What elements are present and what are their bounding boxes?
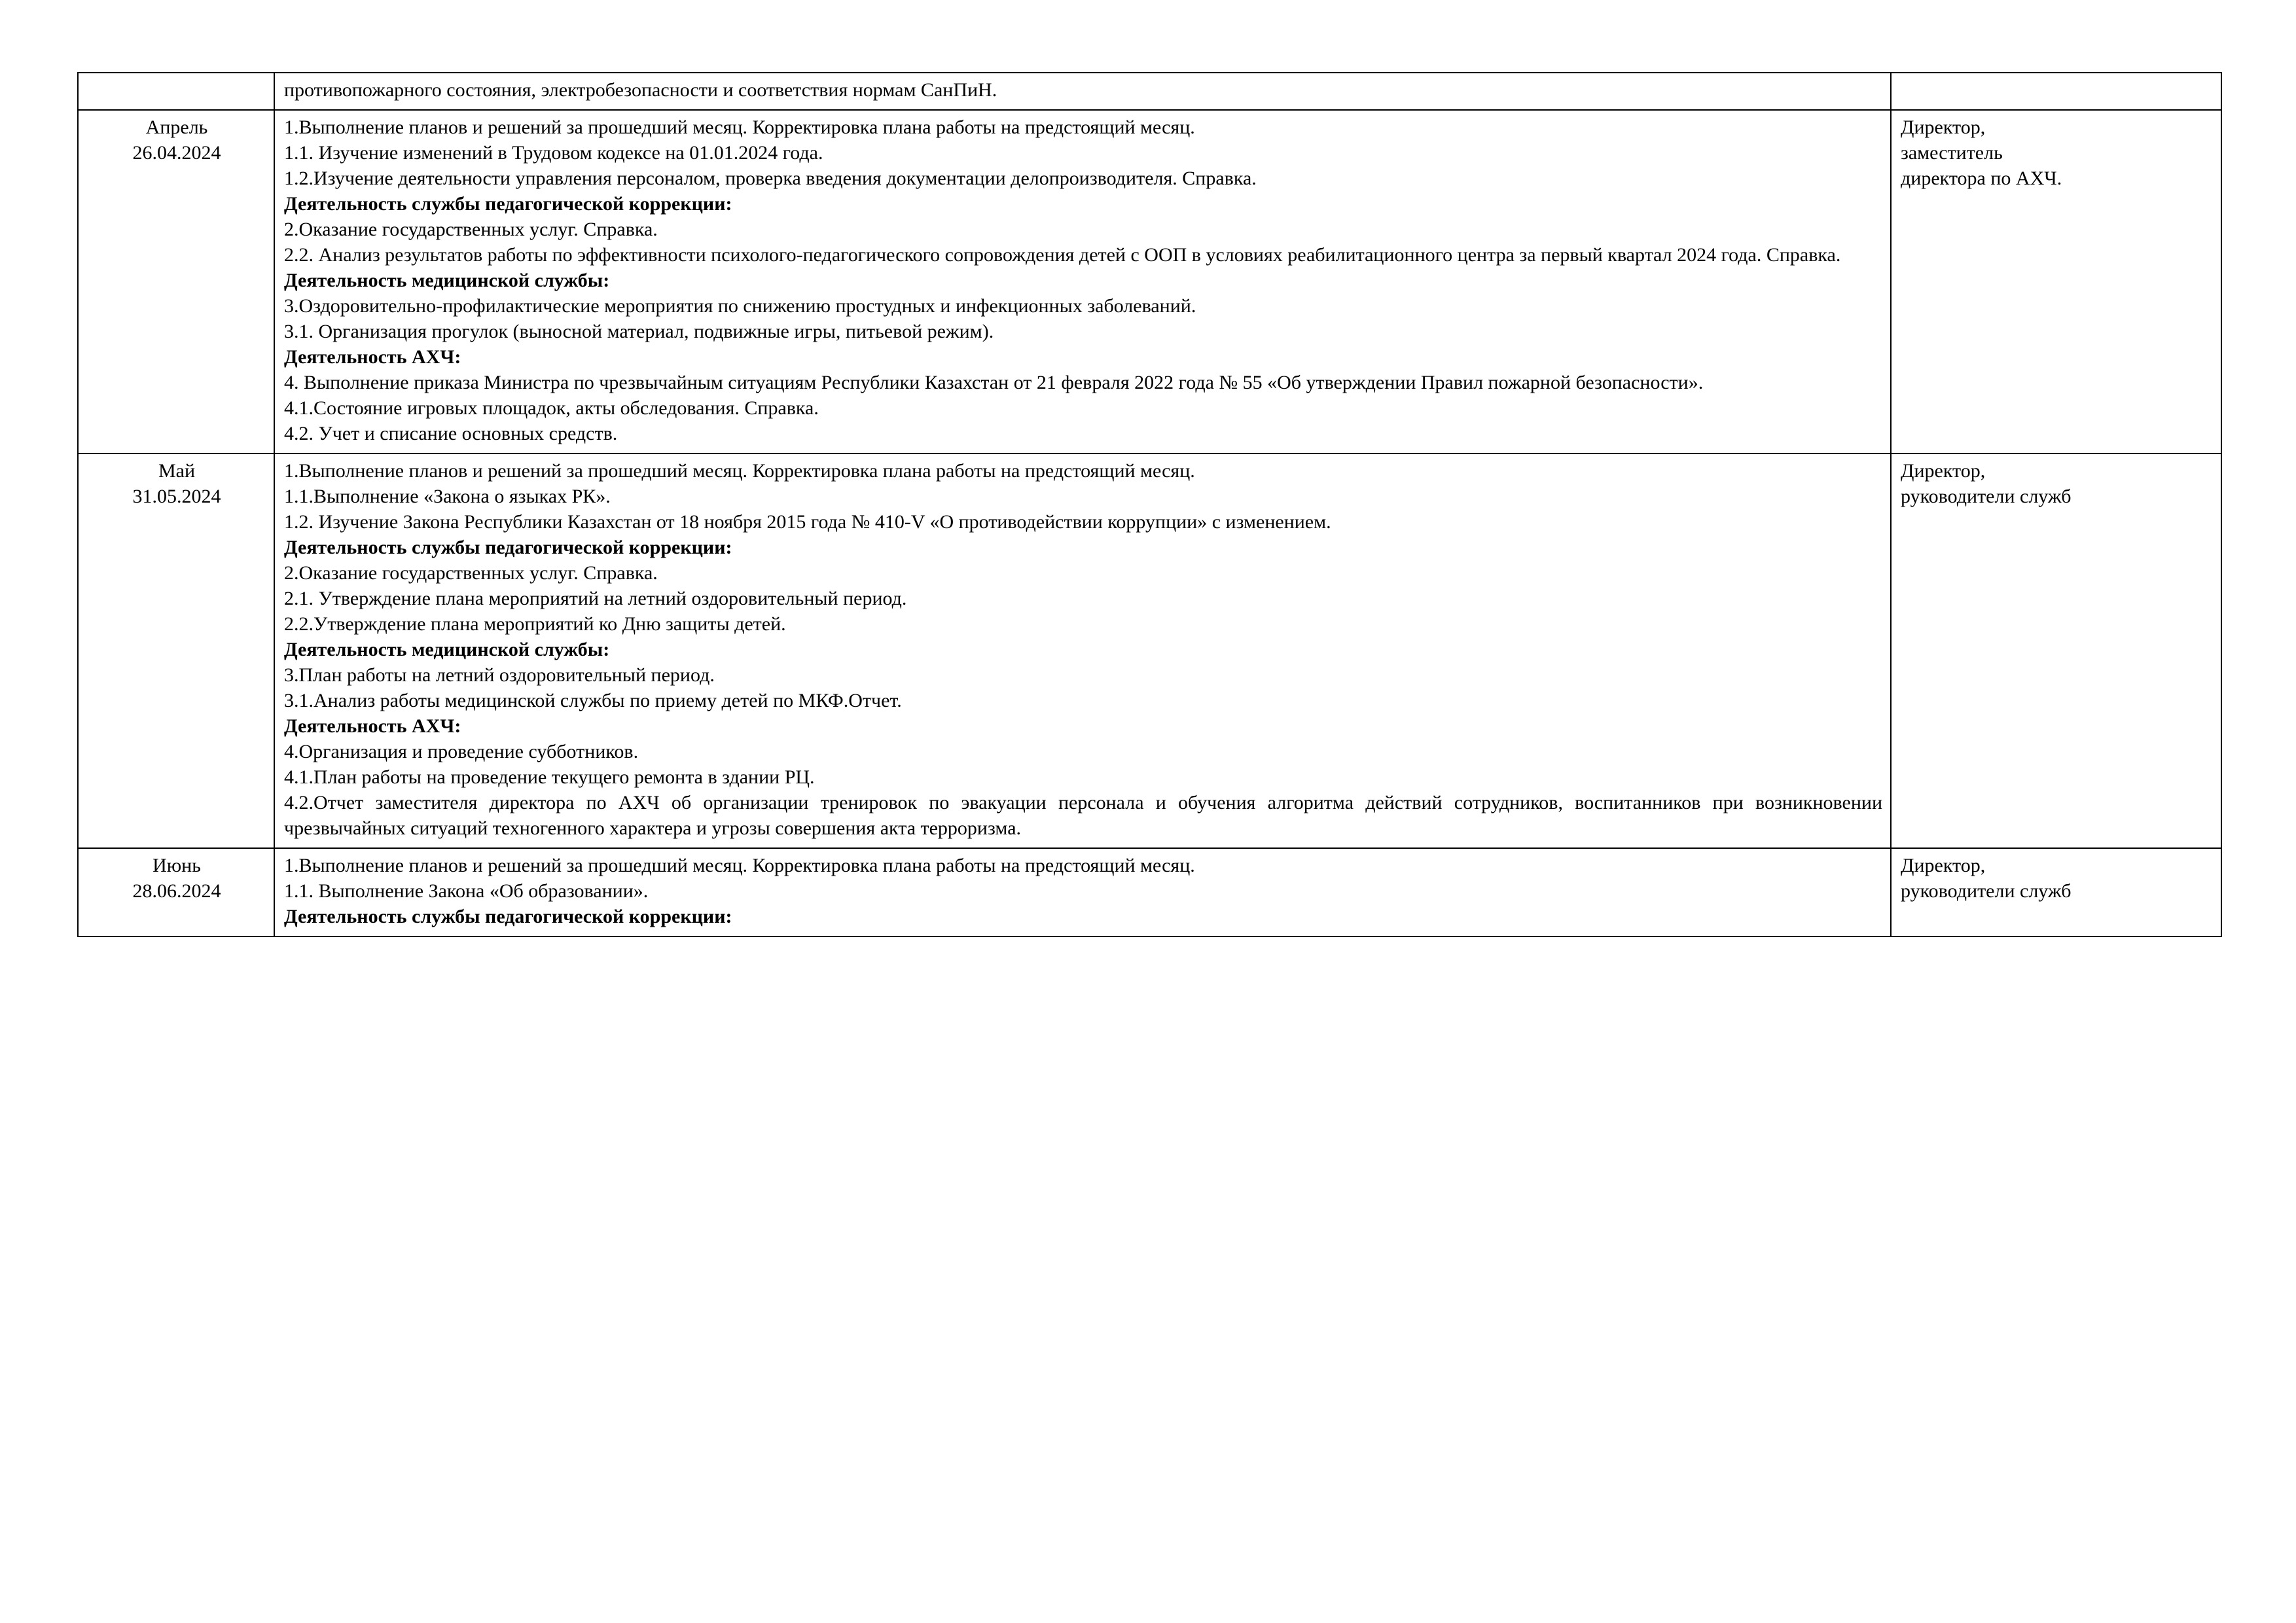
- cell-month: [78, 110, 274, 454]
- content-heading: Деятельность службы педагогической коррекции:: [284, 193, 732, 215]
- content-line: 4. Выполнение приказа Министра по чрезвычайным ситуациям Республики Казахстан от 21 февраля 2022 года № 55 «Об утверждении Правил пожарной безопасности».: [284, 372, 1704, 393]
- table-row: [78, 848, 2221, 936]
- month-date: 28.06.2024: [132, 880, 221, 902]
- content-heading: Деятельность службы педагогической коррекции:: [284, 906, 732, 927]
- continuation-fragment: противопожарного состояния, электробезопасности и соответствия нормам СанПиН.: [284, 79, 997, 101]
- content-line: 4.1.План работы на проведение текущего ремонта в здании РЦ.: [284, 766, 815, 788]
- content-line: 1.1. Выполнение Закона «Об образовании».: [284, 880, 649, 902]
- responsible-line: руководители служб: [1901, 486, 2072, 507]
- cell-content: [274, 454, 1891, 848]
- table-row: [78, 110, 2221, 454]
- content-line: 4.1.Состояние игровых площадок, акты обследования. Справка.: [284, 397, 819, 419]
- table-row: [78, 454, 2221, 848]
- content-line: 1.Выполнение планов и решений за прошедший месяц. Корректировка плана работы на предстоящий месяц.: [284, 855, 1195, 876]
- responsible-line: руководители служб: [1901, 880, 2072, 902]
- month-date: 31.05.2024: [132, 486, 221, 507]
- content-line: 4.Организация и проведение субботников.: [284, 741, 639, 762]
- content-line: 2.1. Утверждение плана мероприятий на летний оздоровительный период.: [284, 588, 907, 609]
- cell-responsible: [1891, 848, 2221, 936]
- month-date: 26.04.2024: [132, 142, 221, 164]
- cell-continuation-text: [274, 73, 1891, 110]
- content-line: 1.1. Изучение изменений в Трудовом кодексе на 01.01.2024 года.: [284, 142, 823, 164]
- content-line: 1.1.Выполнение «Закона о языках РК».: [284, 486, 611, 507]
- content-line: 2.Оказание государственных услуг. Справка.: [284, 219, 658, 240]
- cell-month: [78, 848, 274, 936]
- content-line: 2.2. Анализ результатов работы по эффективности психолого-педагогического сопровождения детей с ООП в условиях реабилитационного центра за первый квартал 2024 года. Справка.: [284, 244, 1841, 266]
- responsible-line: Директор,: [1901, 855, 1986, 876]
- cell-responsible-empty: [1891, 73, 2221, 110]
- cell-content: [274, 848, 1891, 936]
- content-line: 2.Оказание государственных услуг. Справка.: [284, 562, 658, 584]
- content-line: 1.2.Изучение деятельности управления персоналом, проверка введения документации делопроизводителя. Справка.: [284, 168, 1257, 189]
- month-name: Май: [158, 460, 196, 482]
- content-heading: Деятельность медицинской службы:: [284, 270, 610, 291]
- content-heading: Деятельность АХЧ:: [284, 715, 461, 737]
- cell-responsible: [1891, 454, 2221, 848]
- content-line: 4.2. Учет и списание основных средств.: [284, 423, 618, 444]
- responsible-line: директора по АХЧ.: [1901, 168, 2062, 189]
- cell-month-empty: [78, 73, 274, 110]
- content-line: 3.1.Анализ работы медицинской службы по приему детей по МКФ.Отчет.: [284, 690, 902, 711]
- content-heading: Деятельность АХЧ:: [284, 346, 461, 368]
- responsible-line: Директор,: [1901, 460, 1986, 482]
- responsible-line: Директор,: [1901, 116, 1986, 138]
- content-line: 3.План работы на летний оздоровительный период.: [284, 664, 715, 686]
- content-line: 3.1. Организация прогулок (выносной материал, подвижные игры, питьевой режим).: [284, 321, 994, 342]
- content-line: 1.Выполнение планов и решений за прошедший месяц. Корректировка плана работы на предстоящий месяц.: [284, 116, 1195, 138]
- table-row-continuation: [78, 73, 2221, 110]
- month-name: Апрель: [145, 116, 208, 138]
- cell-responsible: [1891, 110, 2221, 454]
- content-heading: Деятельность службы педагогической коррекции:: [284, 537, 732, 558]
- content-line: 1.Выполнение планов и решений за прошедший месяц. Корректировка плана работы на предстоящий месяц.: [284, 460, 1195, 482]
- month-name: Июнь: [152, 855, 201, 876]
- schedule-table: [77, 72, 2222, 937]
- responsible-line: заместитель: [1901, 142, 2003, 164]
- cell-content: [274, 110, 1891, 454]
- content-line: 3.Оздоровительно-профилактические мероприятия по снижению простудных и инфекционных заболеваний.: [284, 295, 1196, 317]
- content-line: 2.2.Утверждение плана мероприятий ко Дню защиты детей.: [284, 613, 786, 635]
- cell-month: [78, 454, 274, 848]
- table-body: [78, 73, 2221, 936]
- content-line: 1.2. Изучение Закона Республики Казахстан от 18 ноября 2015 года № 410-V «О противодействии коррупции» с изменением.: [284, 511, 1331, 533]
- content-line: 4.2.Отчет заместителя директора по АХЧ об организации тренировок по эвакуации персонала и обучения алгоритма действий сотрудников, воспитанников при возникновении чрезвычайных ситуаций техногенного характера и угрозы совершения акта терроризма.: [284, 792, 1882, 839]
- content-heading: Деятельность медицинской службы:: [284, 639, 610, 660]
